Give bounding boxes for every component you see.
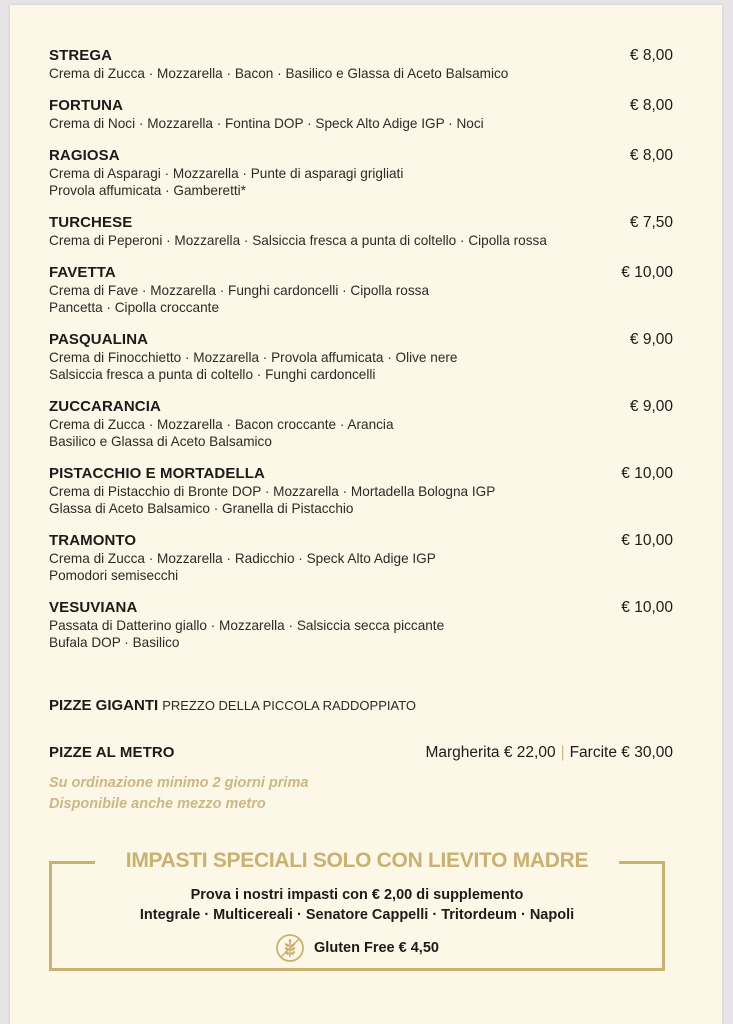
- menu-item: [49, 264, 673, 316]
- pizza-price: € 10,00: [621, 465, 673, 482]
- pizza-ingredients: Basilico e Glassa di Aceto Balsamico: [49, 434, 272, 449]
- giganti-note: PREZZO DELLA PICCOLA RADDOPPIATO: [162, 698, 417, 713]
- pizza-name: TRAMONTO: [49, 532, 137, 549]
- pizza-ingredients: Provola affumicata · Gamberetti*: [49, 183, 246, 198]
- menu-item: [49, 47, 673, 82]
- pizza-price: € 8,00: [629, 97, 673, 114]
- farcite-price: Farcite € 30,00: [569, 744, 673, 761]
- pizza-ingredients: Pancetta · Cipolla croccante: [49, 300, 220, 315]
- pizza-price: € 10,00: [621, 264, 673, 281]
- gluten-free: [49, 933, 665, 963]
- pizza-price: € 9,00: [629, 398, 673, 415]
- pizza-name: PISTACCHIO E MORTADELLA: [49, 465, 265, 482]
- pizza-ingredients: Crema di Finocchietto · Mozzarella · Provola affumicata · Olive nere: [49, 350, 458, 365]
- metro-prices: [425, 744, 673, 762]
- metro-note: Disponibile anche mezzo metro: [49, 796, 266, 812]
- impasti-title: IMPASTI SPECIALI SOLO CON LIEVITO MADRE: [125, 849, 589, 872]
- pizza-name: FORTUNA: [49, 97, 124, 114]
- pizza-price: € 10,00: [621, 532, 673, 549]
- pizza-name: VESUVIANA: [49, 599, 138, 616]
- gluten-free-icon: [275, 933, 305, 963]
- pizza-ingredients: Crema di Zucca · Mozzarella · Bacon croccante · Arancia: [49, 417, 394, 432]
- pizza-ingredients: Crema di Pistacchio di Bronte DOP · Mozzarella · Mortadella Bologna IGP: [49, 484, 496, 499]
- pizza-ingredients: Crema di Peperoni · Mozzarella · Salsiccia fresca a punta di coltello · Cipolla rossa: [49, 233, 547, 248]
- menu-item: [49, 147, 673, 199]
- pizza-ingredients: Crema di Noci · Mozzarella · Fontina DOP · Speck Alto Adige IGP · Noci: [49, 116, 484, 131]
- pizza-price: € 8,00: [629, 147, 673, 164]
- pizza-price: € 8,00: [629, 47, 673, 64]
- giganti-title: PIZZE GIGANTI: [49, 697, 159, 714]
- menu-item: [49, 214, 673, 249]
- pizza-ingredients: Bufala DOP · Basilico: [49, 635, 180, 650]
- pizza-ingredients: Crema di Zucca · Mozzarella · Radicchio · Speck Alto Adige IGP: [49, 551, 436, 566]
- metro-note: Su ordinazione minimo 2 giorni prima: [49, 775, 309, 791]
- pizza-ingredients: Crema di Asparagi · Mozzarella · Punte di asparagi grigliati: [49, 166, 404, 181]
- pizza-name: ZUCCARANCIA: [49, 398, 161, 415]
- pizza-price: € 10,00: [621, 599, 673, 616]
- pizza-name: STREGA: [49, 47, 113, 64]
- gluten-free-price: Gluten Free € 4,50: [314, 940, 439, 956]
- price-separator: |: [560, 744, 565, 761]
- impasti-supplement: Prova i nostri impasti con € 2,00 di supplemento: [190, 887, 524, 903]
- menu-item: [49, 465, 673, 517]
- pizza-price: € 7,50: [629, 214, 673, 231]
- pizze-al-metro: [49, 744, 673, 815]
- impasti-types: Integrale · Multicereali · Senatore Cappelli · Tritordeum · Napoli: [139, 907, 575, 923]
- pizza-list: [49, 47, 673, 666]
- menu-item: [49, 97, 673, 132]
- pizza-name: RAGIOSA: [49, 147, 120, 164]
- menu-item: [49, 599, 673, 651]
- pizza-name: TURCHESE: [49, 214, 133, 231]
- pizza-ingredients: Salsiccia fresca a punta di coltello · Funghi cardoncelli: [49, 367, 376, 382]
- pizza-price: € 9,00: [629, 331, 673, 348]
- pizze-giganti: [49, 697, 416, 714]
- metro-title: PIZZE AL METRO: [49, 744, 175, 761]
- pizza-name: PASQUALINA: [49, 331, 149, 348]
- menu-item: [49, 398, 673, 450]
- pizza-ingredients: Crema di Zucca · Mozzarella · Bacon · Basilico e Glassa di Aceto Balsamico: [49, 66, 509, 81]
- menu-item: [49, 532, 673, 584]
- pizza-ingredients: Pomodori semisecchi: [49, 568, 179, 583]
- pizza-name: FAVETTA: [49, 264, 116, 281]
- margherita-price: Margherita € 22,00: [425, 744, 556, 761]
- menu-item: [49, 331, 673, 383]
- pizza-ingredients: Crema di Fave · Mozzarella · Funghi cardoncelli · Cipolla rossa: [49, 283, 430, 298]
- pizza-ingredients: Glassa di Aceto Balsamico · Granella di Pistacchio: [49, 501, 354, 516]
- pizza-ingredients: Passata di Datterino giallo · Mozzarella · Salsiccia secca piccante: [49, 618, 445, 633]
